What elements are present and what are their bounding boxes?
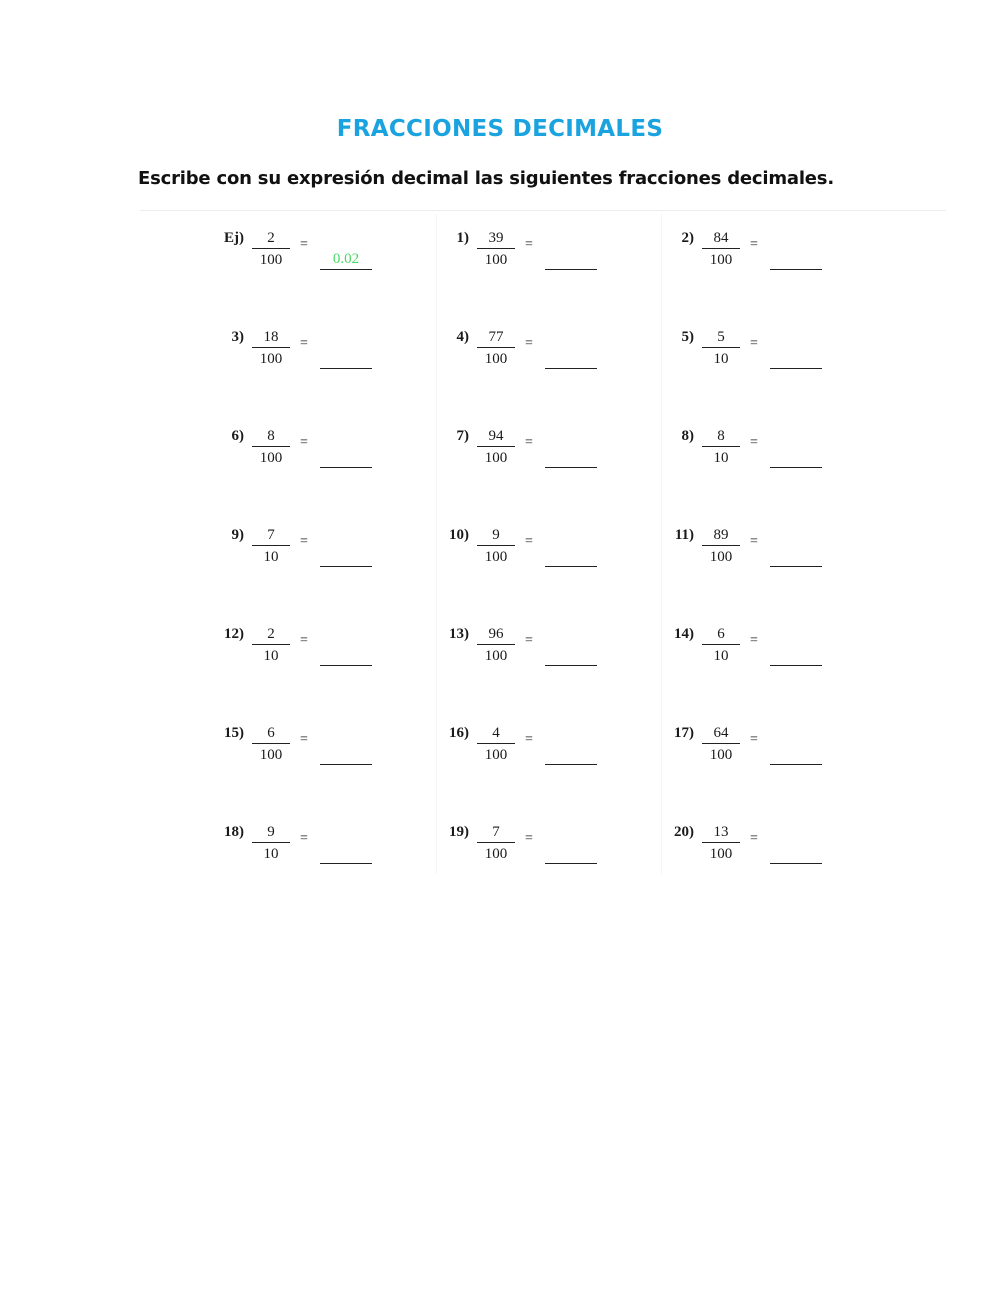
denominator: 10	[713, 351, 729, 367]
fraction	[477, 625, 515, 665]
equals-sign: =	[300, 534, 308, 549]
equals-sign: =	[750, 237, 758, 252]
numerator: 7	[252, 526, 290, 546]
numerator: 89	[702, 526, 740, 546]
exercise-label: 18)	[224, 824, 244, 840]
answer-input[interactable]	[545, 250, 597, 270]
exercise-item	[650, 820, 875, 919]
equals-sign: =	[525, 336, 533, 351]
equals-sign: =	[300, 633, 308, 648]
exercise-label: 2)	[681, 230, 694, 246]
exercise-label: 14)	[674, 626, 694, 642]
exercise-item	[200, 820, 425, 919]
fraction	[702, 526, 740, 566]
fraction	[252, 724, 290, 764]
denominator: 10	[713, 648, 729, 664]
fraction	[702, 229, 740, 269]
fraction	[477, 526, 515, 566]
equals-sign: =	[300, 336, 308, 351]
denominator: 10	[263, 846, 279, 862]
exercise-label: 10)	[449, 527, 469, 543]
denominator: 100	[709, 549, 733, 565]
exercise-label: 19)	[449, 824, 469, 840]
exercise-item	[200, 721, 425, 820]
denominator: 100	[484, 846, 508, 862]
exercise-label: 4)	[456, 329, 469, 345]
exercise-item	[650, 721, 875, 820]
exercise-label: 20)	[674, 824, 694, 840]
denominator: 100	[709, 252, 733, 268]
numerator: 7	[477, 823, 515, 843]
numerator: 6	[252, 724, 290, 744]
exercise-item	[200, 424, 425, 523]
exercise-item	[200, 523, 425, 622]
exercise-item	[200, 325, 425, 424]
answer-input[interactable]	[320, 844, 372, 864]
numerator: 2	[252, 625, 290, 645]
fraction	[252, 526, 290, 566]
fraction	[702, 328, 740, 368]
numerator: 18	[252, 328, 290, 348]
numerator: 5	[702, 328, 740, 348]
exercise-item	[425, 226, 650, 325]
exercise-item	[425, 325, 650, 424]
numerator: 96	[477, 625, 515, 645]
numerator: 9	[477, 526, 515, 546]
answer-input[interactable]	[545, 745, 597, 765]
fraction	[702, 724, 740, 764]
fraction	[252, 229, 290, 269]
denominator: 10	[263, 648, 279, 664]
numerator: 2	[252, 229, 290, 249]
exercise-label: 15)	[224, 725, 244, 741]
exercise-item	[650, 622, 875, 721]
numerator: 94	[477, 427, 515, 447]
exercise-item	[425, 424, 650, 523]
numerator: 84	[702, 229, 740, 249]
equals-sign: =	[525, 831, 533, 846]
numerator: 77	[477, 328, 515, 348]
denominator: 100	[484, 351, 508, 367]
denominator: 10	[263, 549, 279, 565]
exercise-item	[200, 622, 425, 721]
divider	[140, 210, 946, 211]
equals-sign: =	[300, 435, 308, 450]
answer-input[interactable]	[770, 646, 822, 666]
numerator: 6	[702, 625, 740, 645]
fraction	[702, 823, 740, 863]
exercise-label: 17)	[674, 725, 694, 741]
exercise-label: 7)	[456, 428, 469, 444]
denominator: 100	[484, 549, 508, 565]
equals-sign: =	[525, 435, 533, 450]
answer-input[interactable]	[320, 745, 372, 765]
fraction	[477, 427, 515, 467]
answer-input[interactable]	[545, 844, 597, 864]
exercise-item	[650, 523, 875, 622]
equals-sign: =	[300, 732, 308, 747]
answer-input[interactable]	[770, 745, 822, 765]
page-title: FRACCIONES DECIMALES	[336, 116, 664, 142]
answer-input[interactable]	[770, 250, 822, 270]
denominator: 10	[713, 450, 729, 466]
denominator: 100	[484, 450, 508, 466]
fraction	[477, 823, 515, 863]
fraction	[252, 427, 290, 467]
numerator: 8	[702, 427, 740, 447]
fraction	[477, 328, 515, 368]
fraction	[252, 625, 290, 665]
numerator: 8	[252, 427, 290, 447]
exercise-item	[425, 721, 650, 820]
exercise-label: 12)	[224, 626, 244, 642]
answer-input[interactable]	[320, 448, 372, 468]
exercise-item	[425, 622, 650, 721]
answer-input[interactable]	[545, 547, 597, 567]
equals-sign: =	[525, 633, 533, 648]
equals-sign: =	[525, 732, 533, 747]
denominator: 100	[484, 747, 508, 763]
exercise-label: 9)	[231, 527, 244, 543]
exercise-label: 1)	[456, 230, 469, 246]
equals-sign: =	[750, 336, 758, 351]
answer-input[interactable]	[545, 448, 597, 468]
answer-input[interactable]	[770, 547, 822, 567]
equals-sign: =	[525, 237, 533, 252]
numerator: 4	[477, 724, 515, 744]
fraction	[702, 427, 740, 467]
exercise-item	[200, 226, 425, 325]
exercise-label: 16)	[449, 725, 469, 741]
exercise-label: 11)	[674, 527, 694, 543]
exercise-item	[425, 820, 650, 919]
answer-input[interactable]	[320, 250, 372, 270]
fraction	[477, 724, 515, 764]
equals-sign: =	[750, 633, 758, 648]
answer-input[interactable]	[770, 448, 822, 468]
exercise-grid	[200, 226, 900, 919]
answer-input[interactable]	[320, 349, 372, 369]
numerator: 64	[702, 724, 740, 744]
instruction-text: Escribe con su expresión decimal las siguientes fracciones decimales.	[138, 168, 834, 189]
fraction	[702, 625, 740, 665]
denominator: 100	[709, 846, 733, 862]
answer-input[interactable]	[770, 349, 822, 369]
equals-sign: =	[750, 435, 758, 450]
denominator: 100	[259, 747, 283, 763]
equals-sign: =	[300, 831, 308, 846]
numerator: 39	[477, 229, 515, 249]
denominator: 100	[259, 252, 283, 268]
equals-sign: =	[750, 534, 758, 549]
equals-sign: =	[750, 732, 758, 747]
numerator: 13	[702, 823, 740, 843]
equals-sign: =	[525, 534, 533, 549]
denominator: 100	[259, 450, 283, 466]
exercise-label: Ej)	[224, 230, 244, 246]
exercise-label: 13)	[449, 626, 469, 642]
numerator: 9	[252, 823, 290, 843]
fraction	[252, 823, 290, 863]
equals-sign: =	[300, 237, 308, 252]
denominator: 100	[484, 648, 508, 664]
answer-input[interactable]	[320, 646, 372, 666]
exercise-label: 5)	[681, 329, 694, 345]
exercise-item	[650, 325, 875, 424]
answer-input[interactable]	[545, 349, 597, 369]
answer-input[interactable]	[320, 547, 372, 567]
denominator: 100	[259, 351, 283, 367]
fraction	[477, 229, 515, 269]
exercise-label: 8)	[681, 428, 694, 444]
exercise-item	[425, 523, 650, 622]
exercise-item	[650, 226, 875, 325]
exercise-item	[650, 424, 875, 523]
exercise-label: 3)	[231, 329, 244, 345]
fraction	[252, 328, 290, 368]
denominator: 100	[709, 747, 733, 763]
answer-input[interactable]	[770, 844, 822, 864]
answer-input[interactable]	[545, 646, 597, 666]
denominator: 100	[484, 252, 508, 268]
exercise-label: 6)	[231, 428, 244, 444]
equals-sign: =	[750, 831, 758, 846]
